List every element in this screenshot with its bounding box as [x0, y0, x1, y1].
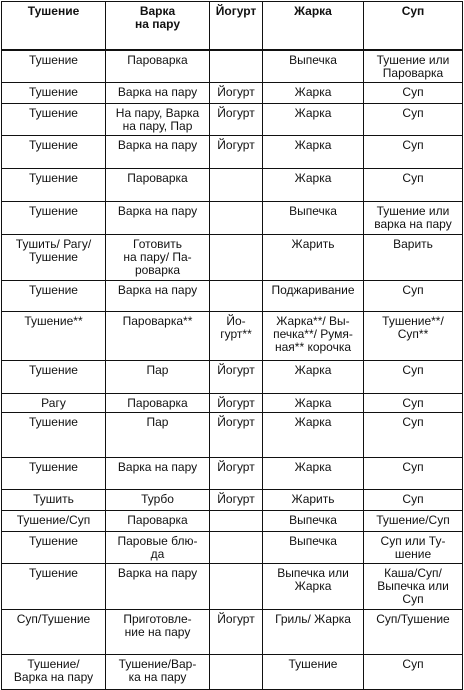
table-cell: Тушение	[2, 361, 106, 394]
table-cell	[210, 532, 263, 564]
table-cell: Суп	[364, 361, 463, 394]
table-cell: Варка на пару	[106, 136, 210, 169]
table-cell	[210, 564, 263, 610]
table-cell: Выпечка	[263, 202, 364, 235]
table-cell: Жарить	[263, 490, 364, 511]
table-cell	[210, 169, 263, 202]
table-cell: Пар	[106, 361, 210, 394]
table-cell: Тушение/ Варка на пару	[2, 655, 106, 690]
table-cell: Суп	[364, 136, 463, 169]
table-cell: Йогурт	[210, 104, 263, 136]
table-cell: Тушить/ Рагу/ Тушение	[2, 235, 106, 281]
table-cell: Жарка	[263, 83, 364, 104]
table-cell: Пароварка	[106, 50, 210, 83]
table-cell: Суп	[364, 394, 463, 413]
table-cell: Варка на пару	[106, 202, 210, 235]
table-cell: Жарка	[263, 169, 364, 202]
table-header	[2, 2, 463, 50]
table-cell: Суп	[364, 169, 463, 202]
table-cell: Тушение	[263, 655, 364, 690]
table-row	[2, 50, 463, 83]
table-cell: Жарка	[263, 413, 364, 458]
table-cell: Суп	[364, 413, 463, 458]
table-cell: Тушение	[2, 169, 106, 202]
table-cell: Турбо	[106, 490, 210, 511]
table-cell: Тушение/Вар- ка на пару	[106, 655, 210, 690]
table-cell: Жарка	[263, 136, 364, 169]
table-cell: Варить	[364, 235, 463, 281]
table-cell: Йогурт	[210, 610, 263, 655]
cooking-modes-table	[1, 1, 463, 690]
table-row	[2, 413, 463, 458]
table-cell: Тушение или Пароварка	[364, 50, 463, 83]
table-cell: Тушение	[2, 83, 106, 104]
table-cell: Суп	[364, 281, 463, 312]
table-cell: Паровые блю- да	[106, 532, 210, 564]
table-row	[2, 394, 463, 413]
table-cell	[210, 50, 263, 83]
table-row	[2, 564, 463, 610]
table-cell: Суп	[364, 458, 463, 490]
table-row	[2, 202, 463, 235]
table-cell: Суп	[364, 490, 463, 511]
table-cell: Пароварка	[106, 511, 210, 532]
header-soup: Суп	[364, 2, 463, 50]
table-cell: Пароварка	[106, 169, 210, 202]
table-cell: Тушение/Суп	[364, 511, 463, 532]
table-cell: Тушить	[2, 490, 106, 511]
table-cell: Тушение/Суп	[2, 511, 106, 532]
table-row	[2, 610, 463, 655]
table-cell: Варка на пару	[106, 83, 210, 104]
table-row	[2, 83, 463, 104]
table-cell	[210, 202, 263, 235]
table-cell	[210, 655, 263, 690]
table-cell: Суп/Тушение	[2, 610, 106, 655]
table-row	[2, 104, 463, 136]
table-cell: Жарка	[263, 394, 364, 413]
table-cell: Жарка**/ Вы- печка**/ Румя- ная** корочка	[263, 312, 364, 361]
table-cell: Тушение**/ Суп**	[364, 312, 463, 361]
table-cell: Каша/Суп/ Выпечка или Суп	[364, 564, 463, 610]
table-row	[2, 361, 463, 394]
table-row	[2, 511, 463, 532]
table-row	[2, 136, 463, 169]
table-cell: Йогурт	[210, 83, 263, 104]
header-frying: Жарка	[263, 2, 364, 50]
header-yogurt: Йогурт	[210, 2, 263, 50]
table-cell: Тушение	[2, 532, 106, 564]
header-steaming: Варка на пару	[106, 2, 210, 50]
table-row	[2, 169, 463, 202]
table-cell	[210, 511, 263, 532]
table-cell: Йогурт	[210, 394, 263, 413]
table-body	[2, 50, 463, 690]
table-cell: Варка на пару	[106, 281, 210, 312]
table-cell: Рагу	[2, 394, 106, 413]
table-row	[2, 655, 463, 690]
table-cell: Йогурт	[210, 136, 263, 169]
table-cell: На пару, Варка на пару, Пар	[106, 104, 210, 136]
table-cell: Йо- гурт**	[210, 312, 263, 361]
table-cell: Тушение	[2, 202, 106, 235]
table-cell: Тушение или варка на пару	[364, 202, 463, 235]
header-row	[2, 2, 463, 50]
table-cell: Выпечка	[263, 511, 364, 532]
table-cell: Йогурт	[210, 413, 263, 458]
table-cell: Тушение	[2, 413, 106, 458]
table-cell: Приготовле- ние на пару	[106, 610, 210, 655]
table-cell: Гриль/ Жарка	[263, 610, 364, 655]
table-cell: Пароварка**	[106, 312, 210, 361]
header-stewing: Тушение	[2, 2, 106, 50]
table-cell: Суп или Ту- шение	[364, 532, 463, 564]
table-cell: Суп	[364, 104, 463, 136]
table-cell: Готовить на пару/ Па- роварка	[106, 235, 210, 281]
table-row	[2, 281, 463, 312]
table-cell: Жарка	[263, 458, 364, 490]
table-row	[2, 312, 463, 361]
table-cell	[210, 281, 263, 312]
table-cell: Суп/Тушение	[364, 610, 463, 655]
table-row	[2, 532, 463, 564]
table-cell: Варка на пару	[106, 564, 210, 610]
table-cell: Тушение	[2, 458, 106, 490]
table-cell: Жарка	[263, 104, 364, 136]
table-cell: Тушение	[2, 136, 106, 169]
table-cell: Тушение**	[2, 312, 106, 361]
table-cell: Варка на пару	[106, 458, 210, 490]
table-cell: Жарка	[263, 361, 364, 394]
table-row	[2, 490, 463, 511]
table-cell: Тушение	[2, 50, 106, 83]
table-cell: Суп	[364, 83, 463, 104]
table-cell: Пар	[106, 413, 210, 458]
table-cell: Выпечка или Жарка	[263, 564, 364, 610]
table-cell: Выпечка	[263, 50, 364, 83]
table-cell: Йогурт	[210, 458, 263, 490]
table-cell: Тушение	[2, 104, 106, 136]
table-cell: Тушение	[2, 564, 106, 610]
table-cell: Выпечка	[263, 532, 364, 564]
table-cell: Пароварка	[106, 394, 210, 413]
table-cell: Поджаривание	[263, 281, 364, 312]
table-cell: Жарить	[263, 235, 364, 281]
table-cell: Йогурт	[210, 361, 263, 394]
table-row	[2, 458, 463, 490]
table-cell: Тушение	[2, 281, 106, 312]
table-cell: Йогурт	[210, 490, 263, 511]
table-row	[2, 235, 463, 281]
table-cell	[210, 235, 263, 281]
table-cell: Суп	[364, 655, 463, 690]
